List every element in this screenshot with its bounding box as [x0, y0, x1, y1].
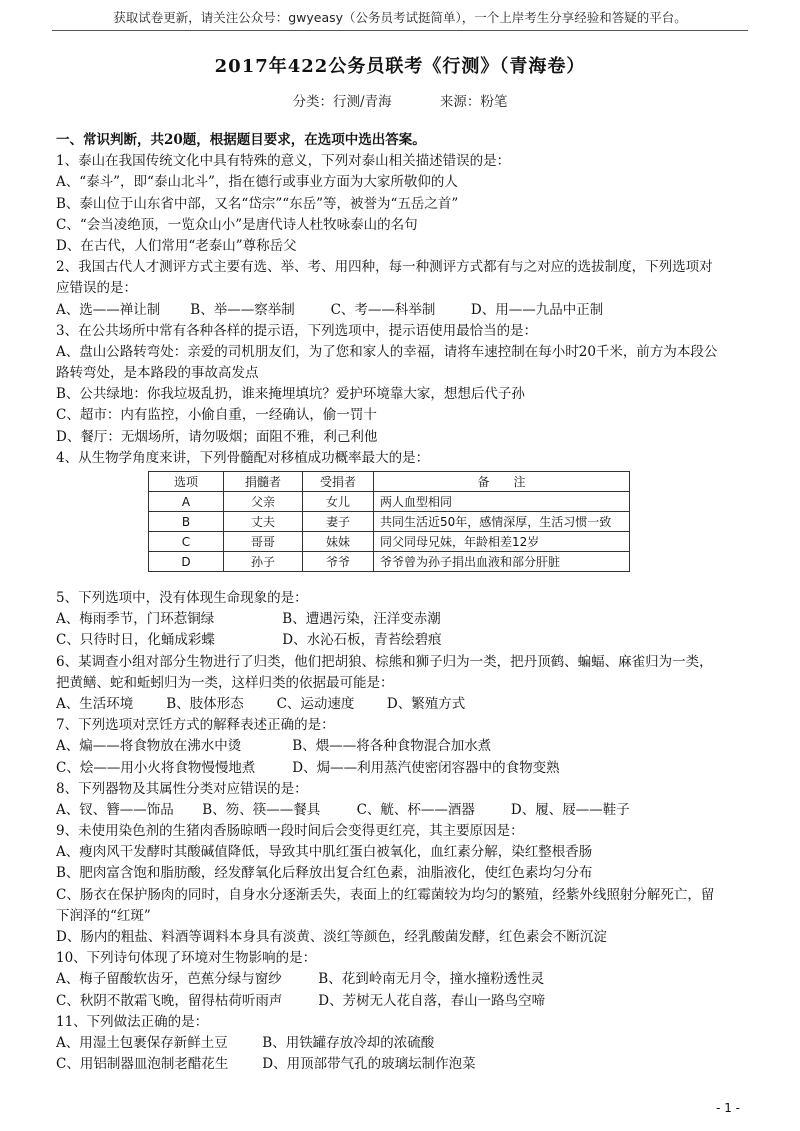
table-cell: 同父同母兄妹，年龄相差12岁	[374, 532, 630, 552]
table-row	[149, 532, 630, 552]
q6-options	[56, 694, 746, 715]
page-number: - 1 -	[716, 1101, 740, 1115]
q3-option-b: B、公共绿地：你我垃圾乱扔，谁来掩埋填坑？爱护环境靠大家，想想后代子孙	[56, 386, 525, 403]
table-header-row	[149, 472, 630, 492]
q3-option-a-line2: 路转弯处，是本路段的事故高发点	[56, 365, 259, 382]
q5-stem: 5、下列选项中，没有体现生命现象的是：	[56, 590, 308, 606]
q9-stem: 9、未使用染色剂的生猪肉香肠晾晒一段时间后会变得更红亮，其主要原因是：	[56, 823, 524, 840]
q4-stem: 4、从生物学角度来讲，下列骨髓配对移植成功概率最大的是：	[56, 449, 430, 466]
q9-option-b: B、肥肉富含饱和脂肪酸，经发酵氧化后释放出复合红色素，油脂液化，使红色素均匀分布	[56, 865, 593, 882]
q11-option-a: A、用湿土包裹保存新鲜土豆	[56, 1034, 228, 1051]
q5-option-c: C、只待时日，化蛹成彩蝶	[56, 632, 215, 649]
table-cell: 共同生活近50年，感情深厚，生活习惯一致	[374, 512, 630, 532]
table-cell: 妻子	[303, 512, 374, 532]
q5-option-a: A、梅雨季节，门环惹铜绿	[56, 611, 215, 628]
table-cell: 丈夫	[224, 512, 303, 532]
q1-option-a: A、“泰斗”，即“泰山北斗”，指在德行或事业方面为大家所敬仰的人	[56, 174, 458, 191]
q4-donor-table	[148, 471, 630, 572]
questions-block-2	[56, 588, 746, 1075]
table-cell: C	[149, 532, 224, 552]
meta-source: 来源：粉笔	[439, 94, 508, 110]
table-header: 受捐者	[303, 472, 374, 492]
table-row	[149, 492, 630, 512]
q11-option-b: B、用铁罐存放冷却的浓硫酸	[262, 1034, 435, 1051]
table-cell: A	[149, 492, 224, 512]
q6-option-a: A、生活环境	[56, 695, 134, 712]
q8-stem: 8、下列器物及其属性分类对应错误的是：	[56, 780, 308, 797]
page-title: 2017年422公务员联考《行测》（青海卷）	[214, 56, 586, 77]
q9-option-c-line2: 下润泽的“红斑”	[56, 907, 151, 924]
q3-option-a-line1: A、盘山公路转弯处：亲爱的司机朋友们，为了您和家人的幸福，请将车速控制在每小时20千米，前方为本段公	[56, 343, 718, 360]
table-header: 选项	[149, 472, 224, 492]
q7-option-a: A、煸——将食物放在沸水中烫	[56, 738, 242, 755]
q5-options-row2	[56, 630, 746, 651]
table-cell: 两人血型相同	[374, 492, 630, 512]
q11-option-c: C、用铝制器皿泡制老醋花生	[56, 1056, 229, 1073]
q1-option-c: C、“会当凌绝顶，一览众山小”是唐代诗人杜牧咏泰山的名句	[56, 216, 418, 233]
q3-option-d: D、餐厅：无烟场所，请勿吸烟；面阻不雅，利己利他	[56, 428, 378, 445]
q11-options-row2	[56, 1054, 746, 1075]
q10-option-b: B、花到岭南无月令，撞水撞粉透性灵	[318, 971, 545, 988]
q1-option-d: D、在古代，人们常用“老泰山”尊称岳父	[56, 237, 297, 254]
q2-option-d: D、用——九品中正制	[470, 301, 604, 318]
questions-block-1	[56, 130, 746, 469]
q2-stem-line1: 2、我国古代人才测评方式主要有选、举、考、用四种，每一种测评方式都有与之对应的选拔制度，下列选项对	[56, 259, 713, 276]
q3-option-c: C、超市：内有监控，小偷自重，一经确认，偷一罚十	[56, 407, 377, 424]
table-cell: 父亲	[224, 492, 303, 512]
header-notice: 获取试卷更新，请关注公众号：gwyeasy（公务员考试挺简单），一个上岸考生分享经验和答疑的平台。	[113, 10, 687, 25]
q10-option-d: D、芳树无人花自落，春山一路鸟空啼	[318, 992, 546, 1009]
q10-options-row1	[56, 969, 746, 990]
table-cell: B	[149, 512, 224, 532]
q11-option-d: D、用顶部带气孔的玻璃坛制作泡菜	[262, 1056, 476, 1073]
q10-option-c: C、秋阴不散霜飞晚，留得枯荷听雨声	[56, 992, 283, 1009]
q7-options-row1	[56, 736, 746, 757]
table-cell: D	[149, 552, 224, 572]
table-header: 备 注	[374, 472, 630, 492]
q6-option-d: D、繁殖方式	[386, 695, 466, 712]
table-cell: 孙子	[224, 552, 303, 572]
table-header: 捐髓者	[224, 472, 303, 492]
q7-option-c: C、烩——用小火将食物慢慢地煮	[56, 759, 256, 776]
q2-options	[56, 300, 746, 321]
q9-option-a: A、瘦肉风干发酵时其酸碱值降低，导致其中肌红蛋白被氧化，血红素分解，染红整根香肠	[56, 844, 593, 861]
q7-stem: 7、下列选项对烹饪方式的解释表述正确的是：	[56, 717, 335, 734]
q5-option-b: B、遭遇污染，汪洋变赤潮	[282, 611, 441, 628]
table-cell: 哥哥	[224, 532, 303, 552]
q9-option-d: D、肠内的粗盐、料酒等调料本身具有淡黄、淡红等颜色，经乳酸菌发酵，红色素会不断沉淀	[56, 929, 607, 945]
q7-option-b: B、煨——将各种食物混合加水煮	[292, 738, 492, 755]
header-divider	[52, 30, 748, 31]
q2-option-b: B、举——察举制	[190, 301, 295, 318]
q7-option-d: D、焗——利用蒸汽使密闭容器中的食物变熟	[292, 759, 560, 776]
table-row	[149, 552, 630, 572]
q5-option-d: D、水沁石板，青苔绘碧痕	[282, 632, 442, 649]
q2-option-a: A、选——禅让制	[56, 301, 161, 318]
q8-option-d: D、履、屐——鞋子	[510, 801, 630, 818]
q11-options-row1	[56, 1033, 746, 1054]
q8-option-b: B、笏、筷——餐具	[202, 801, 321, 818]
table-cell: 妹妹	[303, 532, 374, 552]
meta-row	[0, 90, 800, 110]
q7-options-row2	[56, 758, 746, 779]
table-cell: 女儿	[303, 492, 374, 512]
q8-option-c: C、觥、杯——酒器	[356, 801, 475, 818]
q11-stem: 11、下列做法正确的是：	[56, 1013, 209, 1030]
table-cell: 爷爷曾为孙子捐出血液和部分肝脏	[374, 552, 630, 572]
q6-option-b: B、肢体形态	[166, 695, 244, 712]
q10-options-row2	[56, 991, 746, 1012]
q10-option-a: A、梅子留酸软齿牙，芭蕉分绿与窗纱	[56, 971, 282, 988]
section-heading: 一、常识判断，共20题，根据题目要求，在选项中选出答案。	[56, 132, 426, 148]
q3-stem: 3、在公共场所中常有各种各样的提示语，下列选项中，提示语使用最恰当的是：	[56, 322, 538, 339]
table-cell: 爷爷	[303, 552, 374, 572]
q9-option-c-line1: C、肠衣在保护肠肉的同时，自身水分逐渐丢失，表面上的红霉菌较为均匀的繁殖，经紫外线照射分解死亡，留	[56, 886, 715, 903]
q8-options	[56, 800, 746, 821]
q6-option-c: C、运动速度	[276, 695, 355, 712]
q5-options-row1	[56, 609, 746, 630]
q10-stem: 10、下列诗句体现了环境对生物影响的是：	[56, 950, 317, 967]
table-row	[149, 512, 630, 532]
q6-stem-line2: 把黄鳝、蛇和蚯蚓归为一类，这样归类的依据最可能是：	[56, 674, 394, 691]
q6-stem-line1: 6、某调查小组对部分生物进行了归类，他们把胡狼、棕熊和狮子归为一类，把丹顶鹤、蝙蝠、麻雀归为一类，	[56, 653, 713, 670]
q2-option-c: C、考——科举制	[330, 301, 436, 318]
q1-stem: 1、泰山在我国传统文化中具有特殊的意义，下列对泰山相关描述错误的是：	[56, 153, 511, 170]
meta-category: 分类：行测/青海	[292, 94, 392, 110]
q8-option-a: A、钗、簪——饰品	[56, 801, 174, 818]
q2-stem-line2: 应错误的是：	[56, 280, 137, 297]
q1-option-b: B、泰山位于山东省中部，又名“岱宗”“东岳”等，被誉为“五岳之首”	[56, 195, 459, 212]
